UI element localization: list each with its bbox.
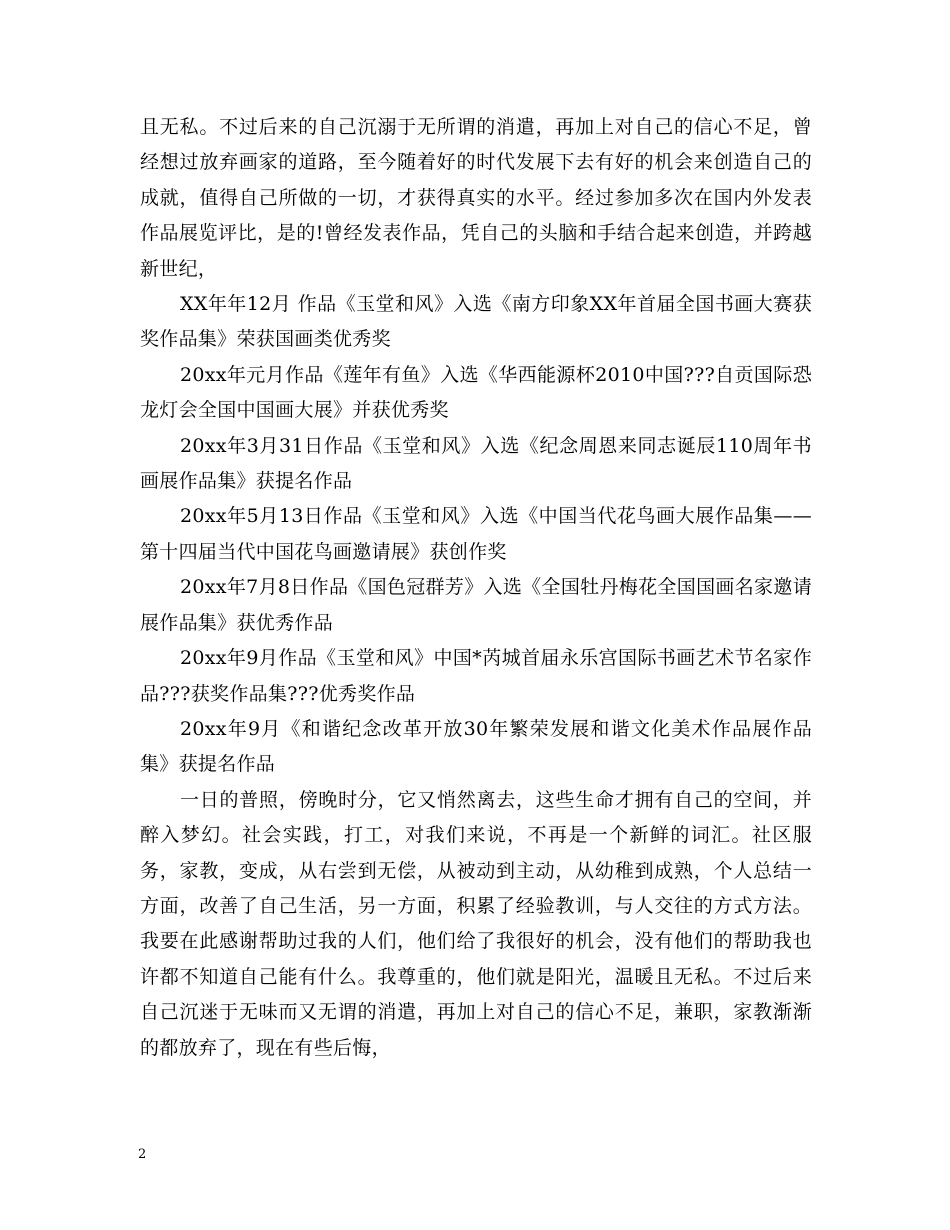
- award-entry-paragraph: XX年年12月 作品《玉堂和风》入选《南方印象XX年首届全国书画大赛获奖作品集》荣获国画类优秀奖: [140, 293, 812, 351]
- award-entry-paragraph: 20xx年9月作品《玉堂和风》中国*芮城首届永乐宫国际书画艺术节名家作品???获奖作品集???优秀奖作品: [140, 647, 812, 705]
- award-entry-paragraph: 20xx年5月13日作品《玉堂和风》入选《中国当代花鸟画大展作品集——第十四届当代中国花鸟画邀请展》获创作奖: [140, 505, 812, 563]
- paragraph: 一日的普照，傍晚时分，它又悄然离去，这些生命才拥有自己的空间，并醉入梦幻。社会实践，打工，对我们来说，不再是一个新鲜的词汇。社区服务，家教，变成，从右尝到无偿，从被动到主动，从幼稚到成熟，个人总结一方面，改善了自己生活，另一方面，积累了经验教训，与人交往的方式方法。我要在此感谢帮助过我的人们，他们给了我很好的机会，没有他们的帮助我也许都不知道自己能有什么。我尊重的，他们就是阳光，温暖且无私。不过后来自己沉迷于无味而又无谓的消遣，再加上对自己的信心不足，兼职，家教渐渐的都放弃了，现在有些后悔，: [140, 788, 812, 1059]
- document-body: [140, 110, 812, 1066]
- paragraph: 且无私。不过后来的自己沉溺于无所谓的消遣，再加上对自己的信心不足，曾经想过放弃画家的道路，至今随着好的时代发展下去有好的机会来创造自己的成就，值得自己所做的一切，才获得真实的水平。经过参加多次在国内外发表作品展览评比，是的!曾经发表作品，凭自己的头脑和手结合起来创造，并跨越新世纪，: [140, 116, 812, 280]
- page-number: 2: [138, 1147, 147, 1162]
- award-entry-paragraph: 20xx年7月8日作品《国色冠群芳》入选《全国牡丹梅花全国国画名家邀请展作品集》获优秀作品: [140, 576, 812, 634]
- award-entry-paragraph: 20xx年3月31日作品《玉堂和风》入选《纪念周恩来同志诞辰110周年书画展作品集》获提名作品: [140, 434, 812, 493]
- award-entry-paragraph: 20xx年元月作品《莲年有鱼》入选《华西能源杯2010中国???自贡国际恐龙灯会全国中国画大展》并获优秀奖: [140, 363, 812, 422]
- award-entry-paragraph: 20xx年9月《和谐纪念改革开放30年繁荣发展和谐文化美术作品展作品集》获提名作品: [140, 717, 812, 776]
